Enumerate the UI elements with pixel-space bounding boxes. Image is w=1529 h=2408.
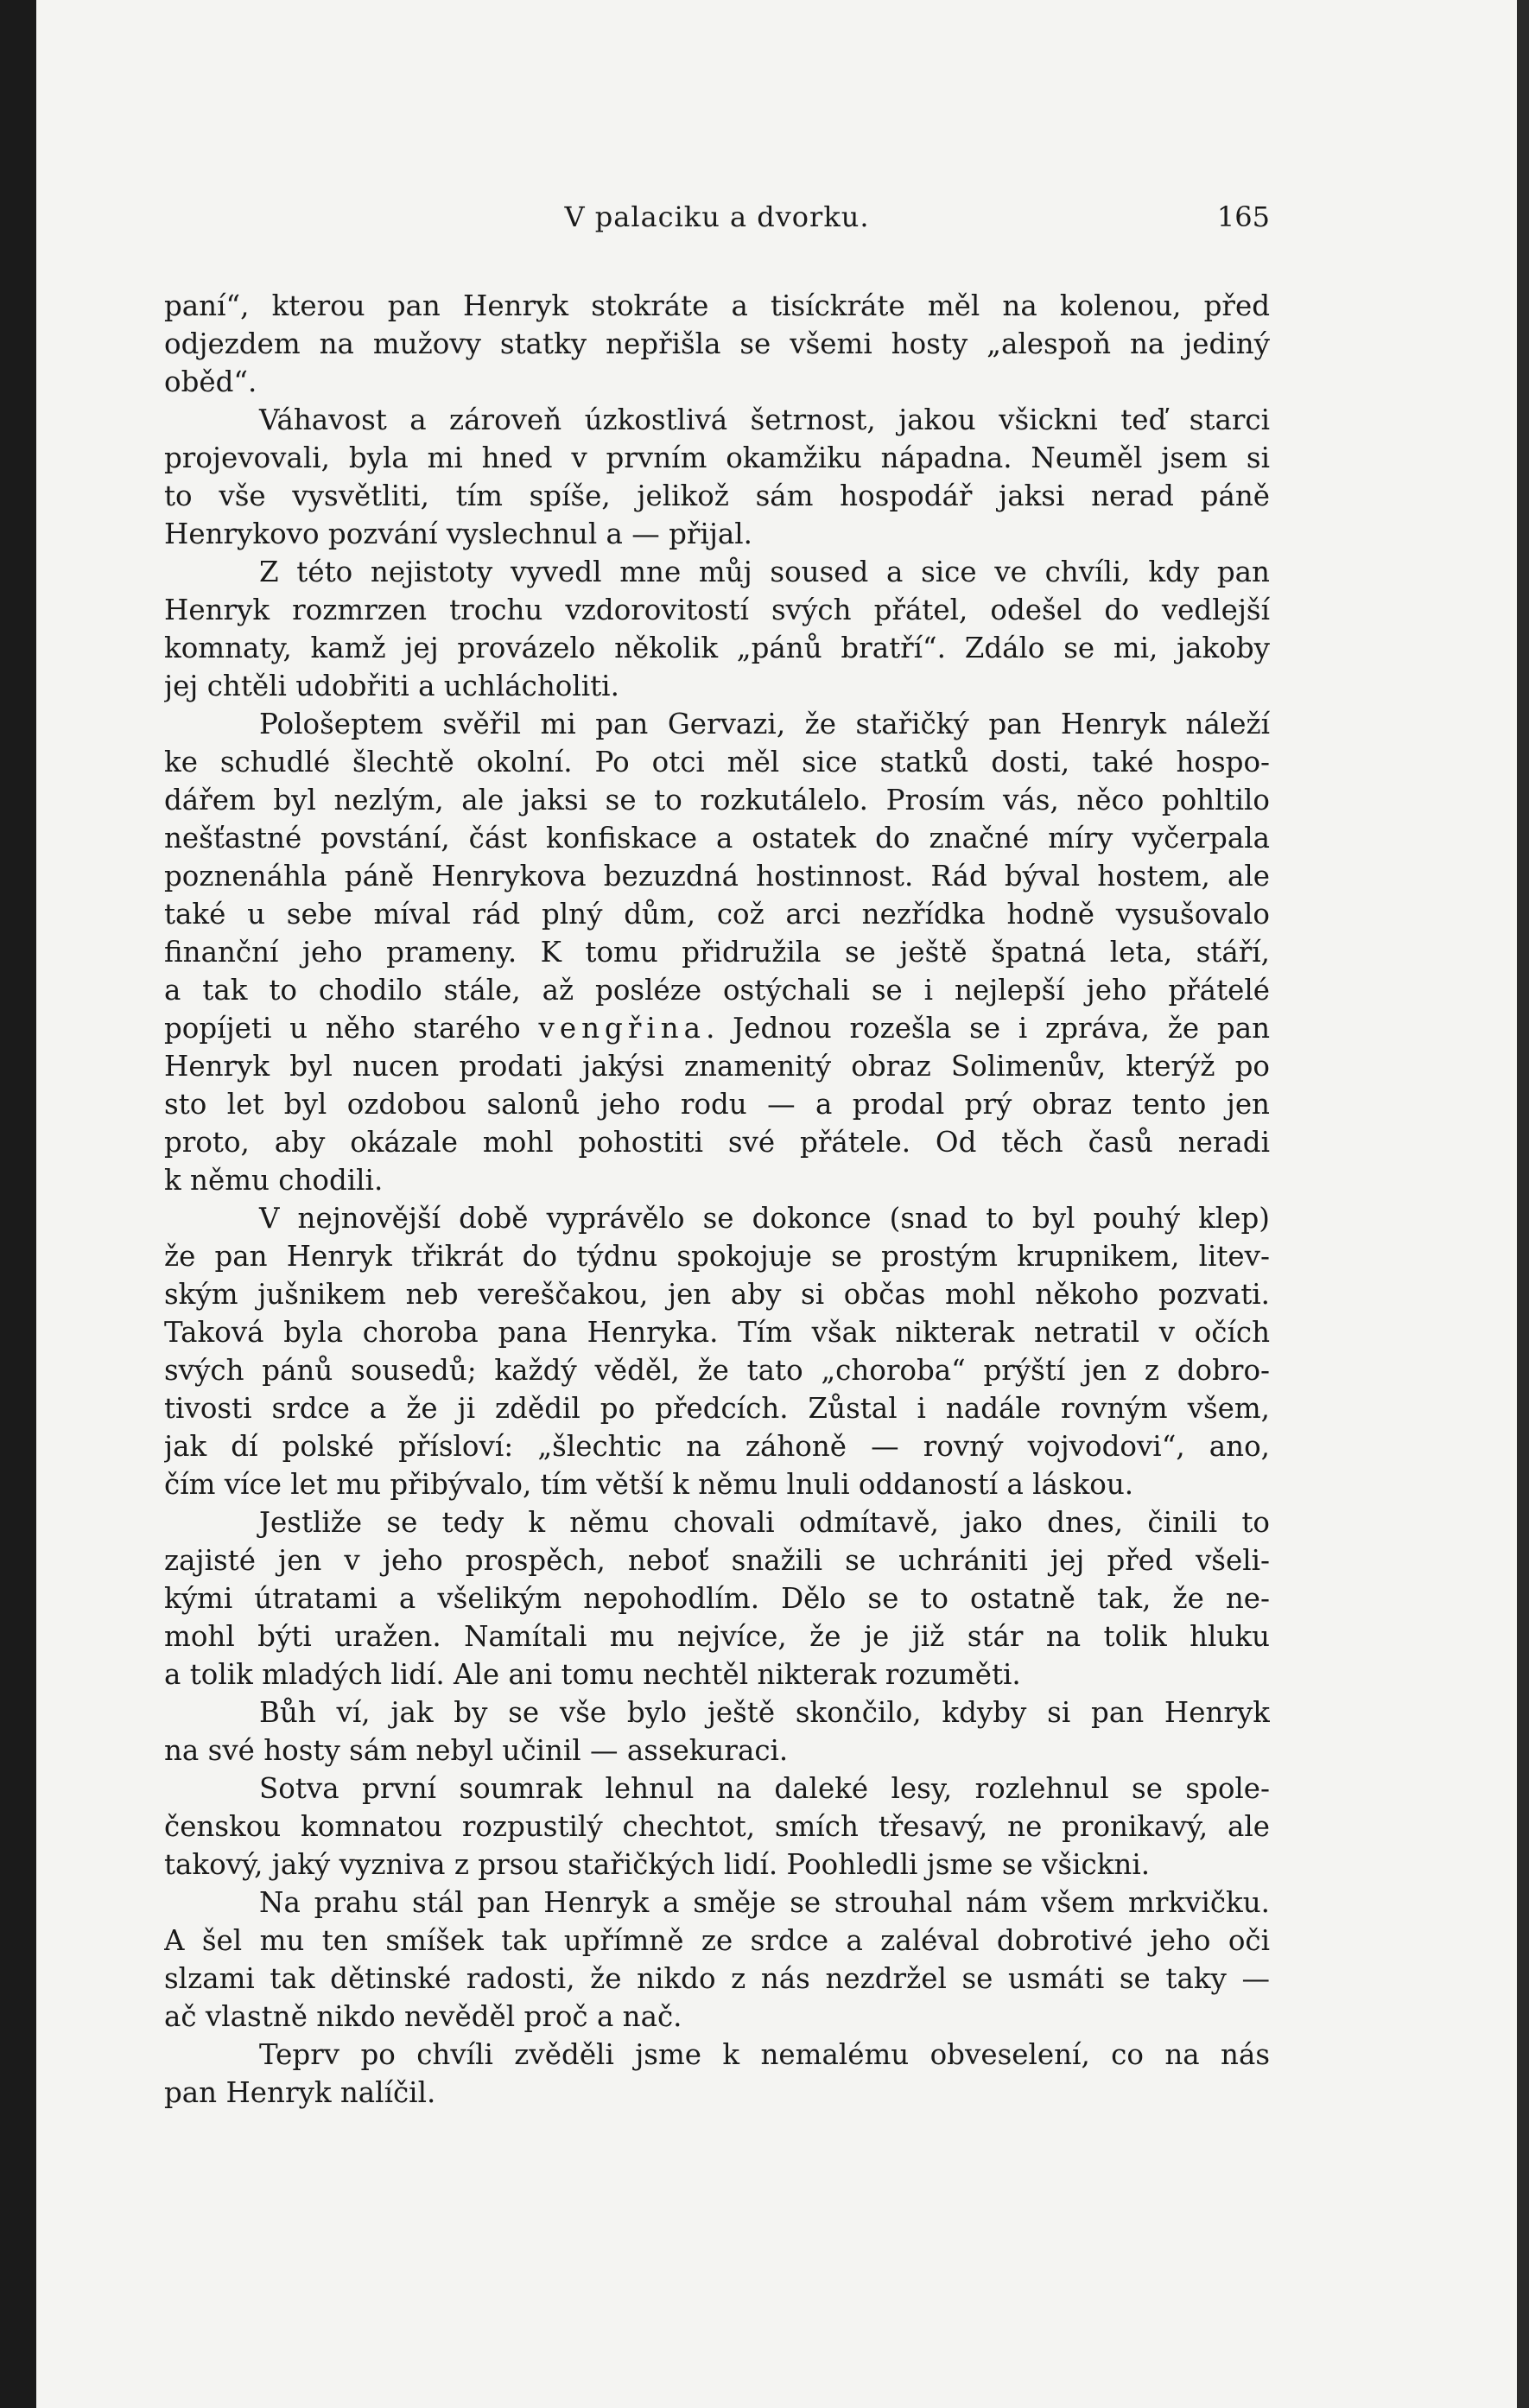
- body-text: [164, 287, 1270, 2112]
- text-line: Sotva první soumrak lehnul na daleké lesy, rozlehnul se spole-: [259, 1772, 1270, 1805]
- scan-edge-right: [1517, 0, 1529, 2408]
- text-line: ke schudlé šlechtě okolní. Po otci měl sice statků dosti, také hospo-: [164, 746, 1270, 778]
- text-line: také u sebe míval rád plný dům, což arci nezřídka hodně vysušovalo: [164, 898, 1270, 931]
- text-line: tivosti srdce a že ji zdědil po předcích. Zůstal i nadále rovným všem,: [164, 1392, 1270, 1425]
- text-line: zajisté jen v jeho prospěch, neboť snažili se uchrániti jej před všeli-: [164, 1544, 1270, 1577]
- text-line: kými útratami a všelikým nepohodlím. Dělo se to ostatně tak, že ne-: [164, 1582, 1270, 1615]
- paragraph: [164, 287, 1270, 401]
- text-line: Z této nejistoty vyvedl mne můj soused a sice ve chvíli, kdy pan: [259, 556, 1270, 588]
- text-line: poznenáhla páně Henrykova bezuzdná hostinnost. Rád býval hostem, ale: [164, 860, 1270, 893]
- paragraph: [164, 1693, 1270, 1769]
- text-line: ským jušnikem neb vereščakou, jen aby si občas mohl někoho pozvati.: [164, 1278, 1270, 1311]
- paragraph: [164, 1769, 1270, 1884]
- page-number: 165: [1216, 200, 1270, 233]
- scan-edge-left: [0, 0, 36, 2408]
- text-line: Na prahu stál pan Henryk a směje se strouhal nám všem mrkvičku.: [259, 1886, 1270, 1919]
- text-line: k němu chodili.: [164, 1164, 384, 1197]
- paragraph: [164, 401, 1270, 553]
- text-line: Teprv po chvíli zvěděli jsme k nemalému obveselení, co na nás: [259, 2038, 1270, 2071]
- text-line: paní“, kterou pan Henryk stokráte a tisíckráte měl na kolenou, před: [164, 289, 1270, 322]
- text-line: popíjeti u něho starého vengřina. Jednou rozešla se i zpráva, že pan: [164, 1012, 1270, 1045]
- text-line: takový, jaký vyzniva z prsou stařičkých lidí. Poohledli jsme se všickni.: [164, 1848, 1151, 1881]
- text-line: finanční jeho prameny. K tomu přidružila se ještě špatná leta, stáří,: [164, 936, 1270, 969]
- text-line: Pološeptem svěřil mi pan Gervazi, že stařičký pan Henryk náleží: [259, 708, 1270, 740]
- running-title: V palaciku a dvorku.: [564, 200, 870, 233]
- text-line: Henryk rozmrzen trochu vzdorovitostí svých přátel, odešel do vedlejší: [164, 594, 1270, 626]
- text-line: ač vlastně nikdo nevěděl proč a nač.: [164, 2000, 682, 2033]
- text-line: jej chtěli udobřiti a uchlácholiti.: [164, 670, 619, 702]
- text-line: na své hosty sám nebyl učinil — assekuraci.: [164, 1734, 789, 1767]
- text-line: V nejnovější době vyprávělo se dokonce (snad to byl pouhý klep): [259, 1202, 1270, 1235]
- text-line: nešťastné povstání, část konfiskace a ostatek do značné míry vyčerpala: [164, 822, 1270, 855]
- text-line: a tak to chodilo stále, až posléze ostýchali se i nejlepší jeho přátelé: [164, 974, 1270, 1007]
- text-line: že pan Henryk třikrát do týdnu spokojuje se prostým krupnikem, litev-: [164, 1240, 1270, 1273]
- text-line: A šel mu ten smíšek tak upřímně ze srdce a zaléval dobrotivé jeho oči: [164, 1924, 1270, 1957]
- text-line: slzami tak dětinské radosti, že nikdo z nás nezdržel se usmáti se taky —: [164, 1962, 1270, 1995]
- paragraph: [164, 705, 1270, 1199]
- paragraph: [164, 1503, 1270, 1693]
- text-line: dářem byl nezlým, ale jaksi se to rozkutálelo. Prosím vás, něco pohltilo: [164, 784, 1270, 816]
- text-line: jak dí polské přísloví: „šlechtic na záhoně — rovný vojvodovi“, ano,: [164, 1430, 1270, 1463]
- text-line: to vše vysvětliti, tím spíše, jelikož sám hospodář jaksi nerad páně: [164, 480, 1270, 512]
- paragraph: [164, 553, 1270, 705]
- text-line: Henryk byl nucen prodati jakýsi znamenitý obraz Solimenův, kterýž po: [164, 1050, 1270, 1083]
- text-line: Taková byla choroba pana Henryka. Tím však nikterak netratil v očích: [164, 1316, 1270, 1349]
- text-line: Bůh ví, jak by se vše bylo ještě skončilo, kdyby si pan Henryk: [259, 1696, 1270, 1729]
- text-fragment: . Jednou rozešla se i zpráva, že pan: [706, 1012, 1270, 1045]
- text-line: a tolik mladých lidí. Ale ani tomu nechtěl nikterak rozuměti.: [164, 1658, 1021, 1691]
- page-header: [164, 200, 1270, 244]
- text-line: sto let byl ozdobou salonů jeho rodu — a prodal prý obraz tento jen: [164, 1088, 1270, 1121]
- spaced-emphasis: vengřina: [538, 1012, 707, 1045]
- text-line: Henrykovo pozvání vyslechnul a — přijal.: [164, 518, 753, 550]
- paragraph: [164, 2036, 1270, 2112]
- text-line: oběd“.: [164, 365, 257, 398]
- text-line: komnaty, kamž jej provázelo několik „pánů bratří“. Zdálo se mi, jakoby: [164, 632, 1270, 664]
- text-line: pan Henryk nalíčil.: [164, 2076, 436, 2109]
- text-line: čím více let mu přibývalo, tím větší k němu lnuli oddaností a láskou.: [164, 1468, 1134, 1501]
- text-line: proto, aby okázale mohl pohostiti své přátele. Od těch časů neradi: [164, 1126, 1270, 1159]
- text-line: odjezdem na mužovy statky nepřišla se všemi hosty „alespoň na jediný: [164, 327, 1270, 360]
- text-line: mohl býti uražen. Namítali mu nejvíce, že je již stár na tolik hluku: [164, 1620, 1270, 1653]
- text-line: čenskou komnatou rozpustilý chechtot, smích třesavý, ne pronikavý, ale: [164, 1810, 1270, 1843]
- text-line: projevovali, byla mi hned v prvním okamžiku nápadna. Neuměl jsem si: [164, 442, 1270, 474]
- paragraph: [164, 1884, 1270, 2036]
- text-line: svých pánů sousedů; každý věděl, že tato „choroba“ prýští jen z dobro-: [164, 1354, 1270, 1387]
- paragraph: [164, 1199, 1270, 1503]
- text-line: Váhavost a zároveň úzkostlivá šetrnost, jakou všickni teď starci: [259, 403, 1270, 436]
- text-line: Jestliže se tedy k němu chovali odmítavě, jako dnes, činili to: [259, 1506, 1270, 1539]
